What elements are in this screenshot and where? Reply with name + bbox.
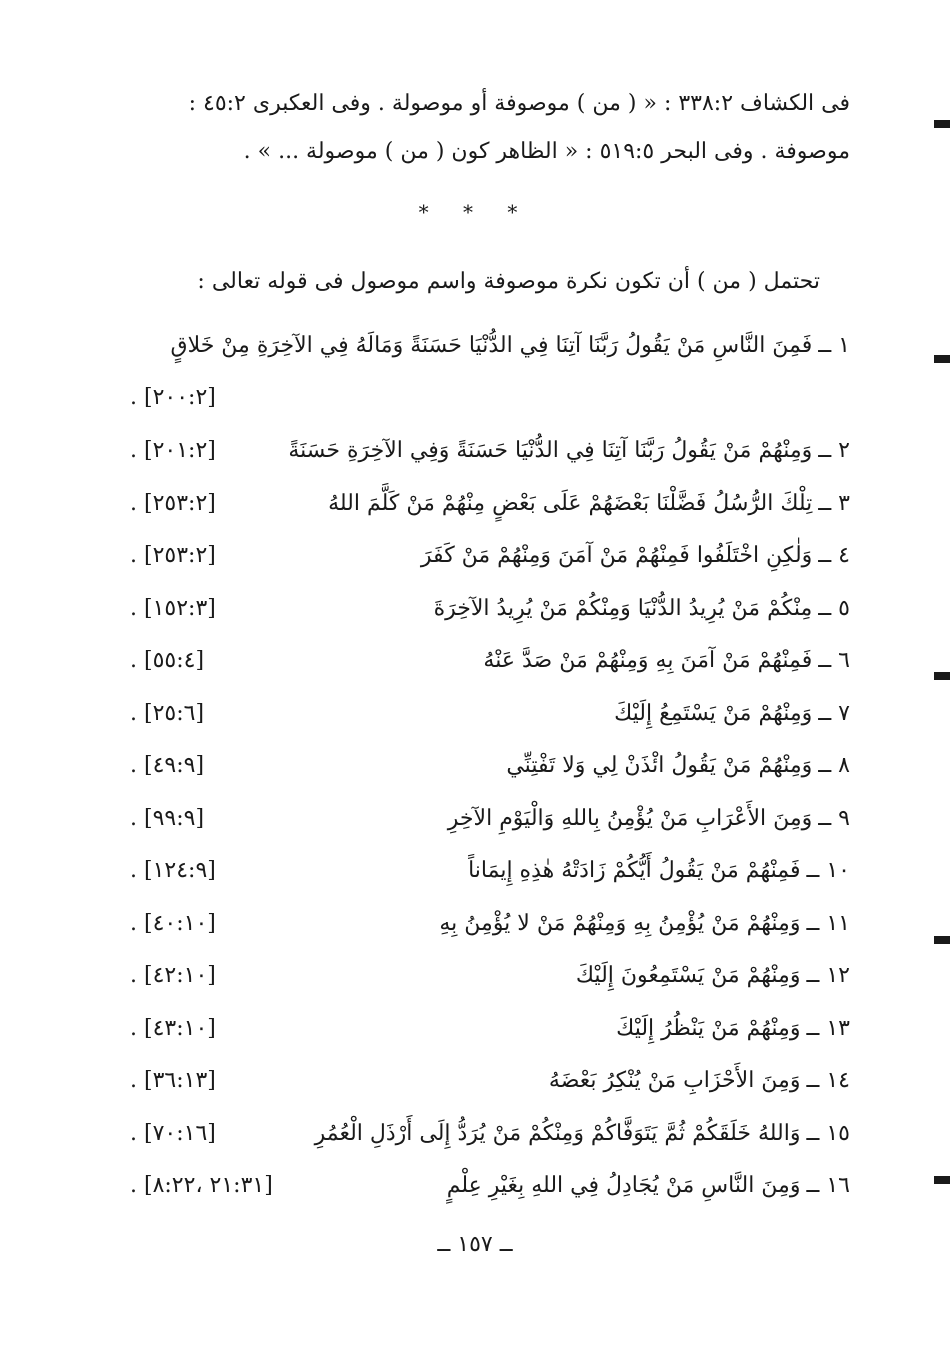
verse-item (130, 1108, 850, 1161)
verse-text: وَمِنْهُمْ مَنْ يَقُولُ ائْذَنْ لِي وَلا تَفْتِنِّي (506, 753, 813, 778)
verse-number: ٤ ــ (818, 543, 850, 568)
verse-number: ١٦ ــ (806, 1173, 850, 1198)
verse-number: ٣ ــ (818, 490, 850, 516)
verse-number: ١١ ــ (806, 910, 850, 936)
verse-reference: . [٢٥:٦] (130, 700, 205, 726)
verse-text: وَمِنْهُمْ مَنْ يُؤْمِنُ بِهِ وَمِنْهُمْ مَنْ لا يُؤْمِنُ بِهِ (439, 910, 801, 936)
verse-number: ٢ ــ (818, 438, 850, 463)
verse-text: وَمِنَ النَّاسِ مَنْ يُجَادِلُ فِي اللهِ بِغَيْرِ عِلْمٍ (446, 1173, 801, 1198)
scan-edge-mark (934, 355, 950, 363)
verse-reference: . [٧٠:١٦] (130, 1120, 216, 1146)
verse-item (130, 478, 850, 531)
verse-item (130, 1055, 850, 1108)
verse-reference: . [٢٥٣:٢] (130, 490, 216, 516)
verse-item (130, 530, 850, 583)
intro-line-1: فى الكشاف ٣٣٨:٢ : « ( من ) موصوفة أو موصولة . وفى العكبرى ٤٥:٢ : (188, 91, 850, 116)
verse-number: ١٢ ــ (806, 963, 850, 988)
verse-reference: . [٢٠٠:٢] (130, 385, 216, 410)
verse-item (130, 1003, 850, 1056)
verse-number: ٦ ــ (818, 648, 850, 673)
verse-number: ١٥ ــ (806, 1120, 850, 1146)
verse-text: وَمِنْهُمْ مَنْ يَسْتَمِعُونَ إِلَيْكَ (575, 963, 801, 988)
verse-reference: . [٩٩:٩] (130, 805, 205, 831)
verse-number: ٨ ــ (818, 753, 850, 778)
verse-reference: . [٢٠١:٢] (130, 438, 216, 463)
intro-paragraph (130, 80, 850, 176)
verse-number: ٥ ــ (818, 595, 850, 621)
verse-text: فَمِنْهُمْ مَنْ آمَنَ بِهِ وَمِنْهُمْ مَنْ صَدَّ عَنْهُ (483, 648, 813, 673)
verse-reference: . [١٢٤:٩] (130, 858, 216, 883)
verse-number: ٩ ــ (818, 805, 850, 831)
verse-text: وَمِنَ الأَحْزَابِ مَنْ يُنْكِرُ بَعْضَهُ (548, 1068, 801, 1093)
verse-reference: . [٤٣:١٠] (130, 1015, 216, 1041)
verse-number: ١ ــ (818, 333, 850, 358)
verse-item (130, 898, 850, 951)
verse-reference: . [٣٦:١٣] (130, 1068, 216, 1093)
verse-item (130, 740, 850, 793)
verse-text: وَمِنْهُمْ مَنْ يَنْظُرُ إِلَيْكَ (616, 1015, 801, 1041)
scan-edge-mark (934, 120, 950, 128)
verse-item (130, 793, 850, 846)
verse-text: فَمِنْهُمْ مَنْ يَقُولُ أَيُّكُمْ زَادَتْهُ هٰذِهِ إِيمَاناً (468, 858, 801, 883)
verse-item (130, 950, 850, 1003)
verse-reference: . [٢١:٣١ ،٨:٢٢] (130, 1173, 273, 1198)
scan-edge-mark (934, 936, 950, 944)
verse-reference: . [٤٩:٩] (130, 753, 205, 778)
verse-text: وَمِنَ الأَعْرَابِ مَنْ يُؤْمِنُ بِاللهِ وَالْيَوْمِ الآخِرِ (447, 805, 813, 831)
scan-edge-mark (934, 1176, 950, 1184)
verse-list (130, 320, 850, 1213)
verse-text: مِنْكُمْ مَنْ يُرِيدُ الدُّنْيَا وَمِنْكُمْ مَنْ يُرِيدُ الآخِرَةَ (433, 595, 813, 621)
verse-reference: . [٤٠:١٠] (130, 910, 216, 936)
section-divider-stars: * * * (418, 200, 532, 224)
verse-text: فَمِنَ النَّاسِ مَنْ يَقُولُ رَبَّنَا آتِنَا فِي الدُّنْيَا حَسَنَةً وَمَالَهُ فِي الآخِرَةِ مِنْ خَلاقٍ (170, 333, 813, 358)
page-number: ــ ١٥٧ ــ (437, 1232, 513, 1257)
verse-item (130, 583, 850, 636)
verse-reference: . [٤٢:١٠] (130, 963, 216, 988)
verse-number: ١٠ ــ (806, 858, 850, 883)
verse-item (130, 425, 850, 478)
verse-text: وَاللهُ خَلَقَكُمْ ثُمَّ يَتَوَفَّاكُمْ وَمِنْكُمْ مَنْ يُرَدُّ إِلَى أَرْذَلِ الْعُمُرِ (314, 1120, 801, 1146)
verse-item (130, 320, 850, 425)
verse-text: وَلٰكِنِ اخْتَلَفُوا فَمِنْهُمْ مَنْ آمَنَ وَمِنْهُمْ مَنْ كَفَرَ (420, 543, 813, 568)
verse-reference: . [١٥٢:٣] (130, 595, 216, 621)
verse-number: ١٣ ــ (806, 1015, 850, 1041)
verse-item (130, 688, 850, 741)
verse-number: ١٤ ــ (806, 1068, 850, 1093)
intro-line-2: موصوفة . وفى البحر ٥١٩:٥ : « الظاهر كون ( من ) موصولة ... » . (243, 139, 850, 164)
verse-text: وَمِنْهُمْ مَنْ يَقُولُ رَبَّنَا آتِنَا فِي الدُّنْيَا حَسَنَةً وَفِي الآخِرَةِ حَسَنَةً (288, 438, 813, 463)
scan-edge-mark (934, 672, 950, 680)
verse-reference: . [٢٥٣:٢] (130, 543, 216, 568)
verse-reference: . [٥٥:٤] (130, 648, 205, 673)
verse-item (130, 1160, 850, 1213)
verse-item (130, 635, 850, 688)
lead-sentence: تحتمل ( من ) أن تكون نكرة موصوفة واسم موصول فى قوله تعالى : (197, 269, 820, 294)
verse-item (130, 845, 850, 898)
verse-number: ٧ ــ (818, 700, 850, 726)
verse-text: وَمِنْهُمْ مَنْ يَسْتَمِعُ إِلَيْكَ (614, 700, 813, 726)
verse-text: تِلْكَ الرُّسُلُ فَضَّلْنَا بَعْضَهُمْ عَلَى بَعْضٍ مِنْهُمْ مَنْ كَلَّمَ اللهُ (328, 490, 813, 516)
